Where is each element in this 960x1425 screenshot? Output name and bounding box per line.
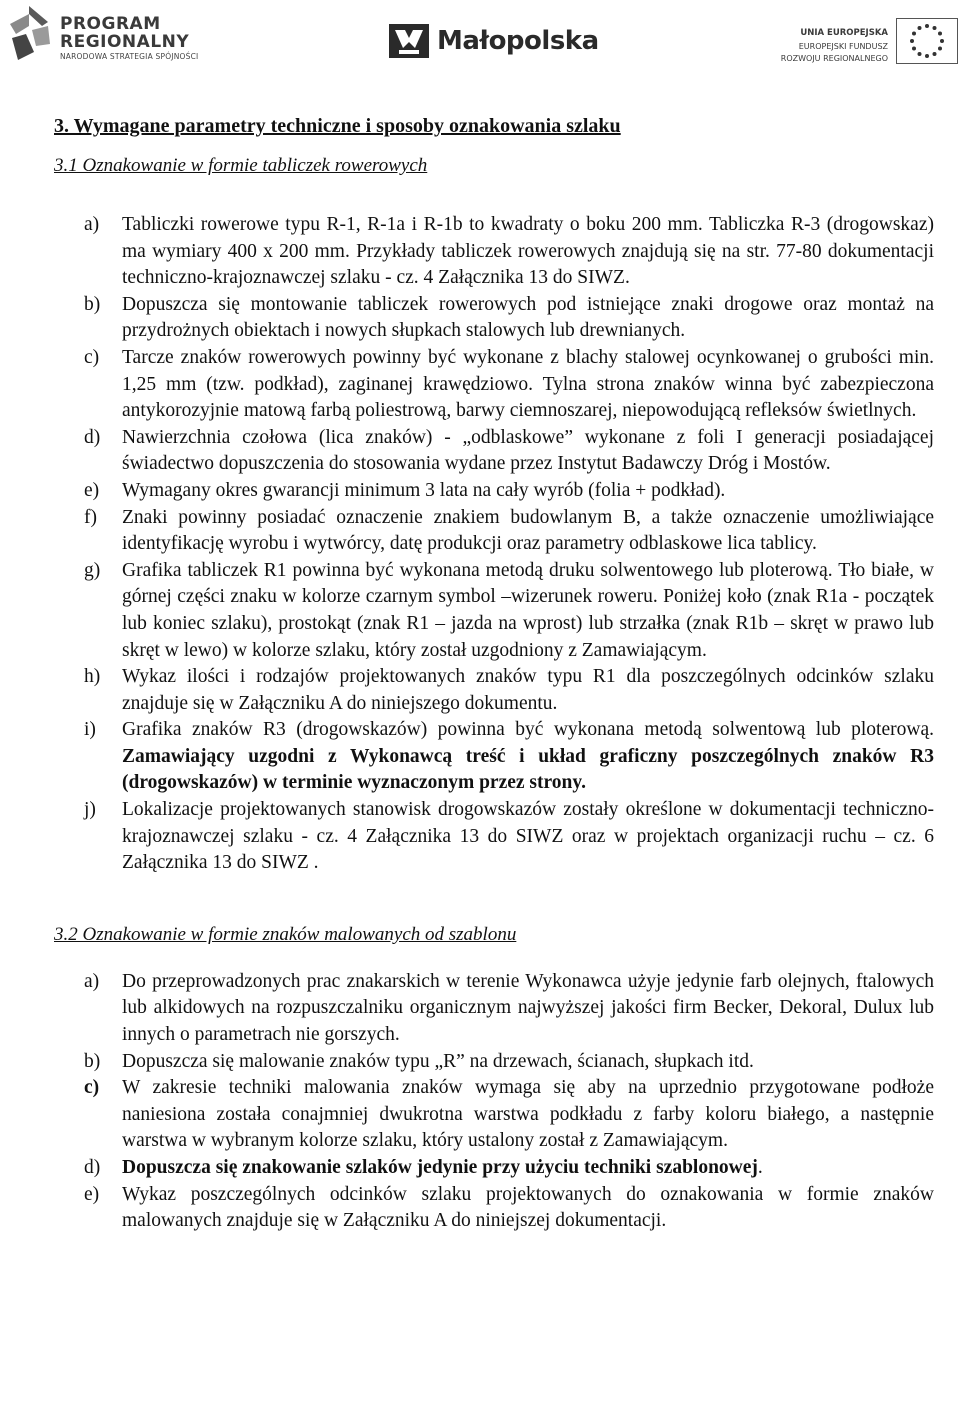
- list-item: [54, 1182, 934, 1235]
- list-item: [54, 505, 934, 558]
- item-text: Lokalizacje projektowanych stanowisk drogowskazów zostały określone w dokumentacji techniczno-krajoznawczej szlaku - cz. 4 Załącznika 13 do SIWZ oraz w projektach organizacji ruchu – cz. 6 Załącznika 13 do SIWZ .: [122, 799, 934, 874]
- list-item: [54, 1049, 934, 1076]
- item-text: Wymagany okres gwarancji minimum 3 lata na cały wyrób (folia + podkład).: [122, 479, 726, 501]
- item-text: Nawierzchnia czołowa (lica znaków) - „odblaskowe” wykonane z foli I generacji posiadającej świadectwo dopuszczenia do stosowania wydane przez Instytut Badawczy Dróg i Mostów.: [122, 426, 934, 475]
- regionalny-label: REGIONALNY: [60, 32, 190, 52]
- malopolska-logo: [385, 18, 599, 68]
- list-item: [54, 425, 934, 478]
- item-marker: g): [84, 559, 101, 581]
- eu-fund-label: EUROPEJSKI FUNDUSZ: [798, 42, 888, 51]
- list-item: [54, 292, 934, 345]
- item-marker: a): [84, 970, 100, 992]
- section-3-1-heading: 3.1 Oznakowanie w formie tabliczek rowerowych: [54, 155, 428, 176]
- item-text: Wykaz ilości i rodzajów projektowanych znaków typu R1 dla poszczególnych odcinków szlaku znajduje się w Załączniku A do niniejszego dokumentu.: [122, 666, 934, 714]
- item-text: Dopuszcza się montowanie tabliczek rowerowych pod istniejące znaki drogowe oraz montaż na przydrożnych obiektach i nowych słupkach stalowych lub drewnianych.: [122, 293, 934, 342]
- item-marker: b): [84, 1050, 101, 1072]
- section-3-heading: 3. Wymagane parametry techniczne i sposoby oznakowania szlaku: [54, 115, 621, 137]
- list-item: [54, 212, 934, 292]
- item-marker: c): [84, 346, 100, 368]
- list-item: [54, 969, 934, 1049]
- item-marker: i): [84, 719, 96, 741]
- item-marker: f): [84, 506, 97, 528]
- list-item: [54, 717, 934, 797]
- list-item: [54, 558, 934, 664]
- section-3-2-list: [54, 969, 934, 1235]
- item-marker: d): [84, 1157, 101, 1178]
- item-bold-text: Dopuszcza się znakowanie szlaków jedynie przy użyciu techniki szablonowej: [122, 1157, 758, 1178]
- item-tail: .: [757, 1157, 763, 1178]
- program-regionalny-logo: [4, 4, 214, 66]
- item-text: Tabliczki rowerowe typu R-1, R-1a i R-1b to kwadraty o boku 200 mm. Tabliczka R-3 (drogowskaz) ma wymiary 400 x 200 mm. Przykłady tabliczek rowerowych znajdują się na str. 77-80 dokumentacji techniczno-krajoznawczej szlaku - cz. 4 Załącznika 13 do SIWZ.: [122, 214, 934, 289]
- item-text: Znaki powinny posiadać oznaczenie znakiem budowlanym B, a także oznaczenie umożliwiające identyfikację wyrobu i wytwórcy, datę produkcji oraz parametry odblaskowe lica tablicy.: [122, 506, 934, 555]
- eu-label: UNIA EUROPEJSKA: [800, 28, 888, 38]
- item-marker: j): [84, 799, 96, 821]
- program-regionalny-emblem-icon: [4, 4, 54, 66]
- document-body: [54, 106, 934, 1235]
- item-bold-text: Zamawiający uzgodni z Wykonawcą treść i układ graficzny poszczególnych znaków R3 (drogowskazów) w terminie wyznaczonym przez strony.: [122, 745, 934, 794]
- item-marker: e): [84, 1183, 100, 1205]
- list-item: [54, 478, 934, 505]
- malopolska-label: Małopolska: [437, 26, 599, 56]
- list-item: [54, 664, 934, 717]
- eu-logo: [780, 18, 958, 73]
- list-item: [54, 1155, 934, 1182]
- item-marker: e): [84, 479, 100, 501]
- section-3-2-heading: 3.2 Oznakowanie w formie znaków malowanych od szablonu: [54, 923, 517, 945]
- item-marker: h): [84, 666, 101, 688]
- list-item: [54, 1075, 934, 1155]
- item-marker: d): [84, 426, 101, 448]
- item-text: Dopuszcza się malowanie znaków typu „R” na drzewach, ścianach, słupkach itd.: [122, 1050, 754, 1072]
- eu-flag-icon: [896, 18, 958, 64]
- item-text: Grafika znaków R3 (drogowskazów) powinna być wykonana metodą solwentową lub ploterową.: [122, 719, 934, 741]
- item-text: Wykaz poszczególnych odcinków szlaku projektowanych do oznakowania w formie znaków malowanych znajduje się w Załączniku A do niniejszej dokumentacji.: [122, 1183, 934, 1232]
- strategia-label: NARODOWA STRATEGIA SPÓJNOŚCI: [60, 52, 199, 61]
- item-marker: b): [84, 293, 101, 315]
- program-label: PROGRAM: [60, 14, 161, 34]
- item-text: W zakresie techniki malowania znaków wymaga się aby na uprzednio przygotowane podłoże naniesiona została conajmniej dwukrotna warstwa podkładu z farby koloru białego, a następnie warstwa w wybranym kolorze szlaku, który ustalony został z Zamawiającym.: [122, 1077, 934, 1152]
- item-text: Tarcze znaków rowerowych powinny być wykonane z blachy stalowej ocynkowanej o grubości min. 1,25 mm (tzw. podkład), zaginanej krawędziowo. Tylna strona znaków winna być zabezpieczona antykorozyjnie matową farbą poliestrową, barwy ciemnoszarej, niepowodującą refleksów świetlnych.: [122, 346, 934, 422]
- section-3-1-list: [54, 212, 934, 877]
- item-text: Grafika tabliczek R1 powinna być wykonana metodą druku solwentowego lub ploterową. Tło białe, w górnej części znaku w kolorze czarnym symbol –wizerunek roweru. Poniżej koło (znak R1a - początek lub koniec szlaku), prostokąt (znak R1 – jazda na wprost) lub strzałka (znak R1b – skręt w prawo lub skręt w lewo) w kolorze szlaku, który został uzgodniony z Zamawiającym.: [122, 559, 934, 661]
- item-marker: c): [84, 1077, 100, 1099]
- list-item: [54, 797, 934, 877]
- list-item: [54, 345, 934, 425]
- item-text: Do przeprowadzonych prac znakarskich w terenie Wykonawca użyje jedynie farb olejnych, ftalowych lub alkidowych na rozpuszczalniku organicznym najwyższej jakości firm Becker, Dekoral, Dulux lub innych o parametrach nie gorszych.: [122, 970, 934, 1046]
- page-header: [0, 0, 960, 80]
- eu-regional-label: ROZWOJU REGIONALNEGO: [780, 54, 888, 63]
- malopolska-emblem-icon: [385, 18, 433, 64]
- item-marker: a): [84, 214, 100, 235]
